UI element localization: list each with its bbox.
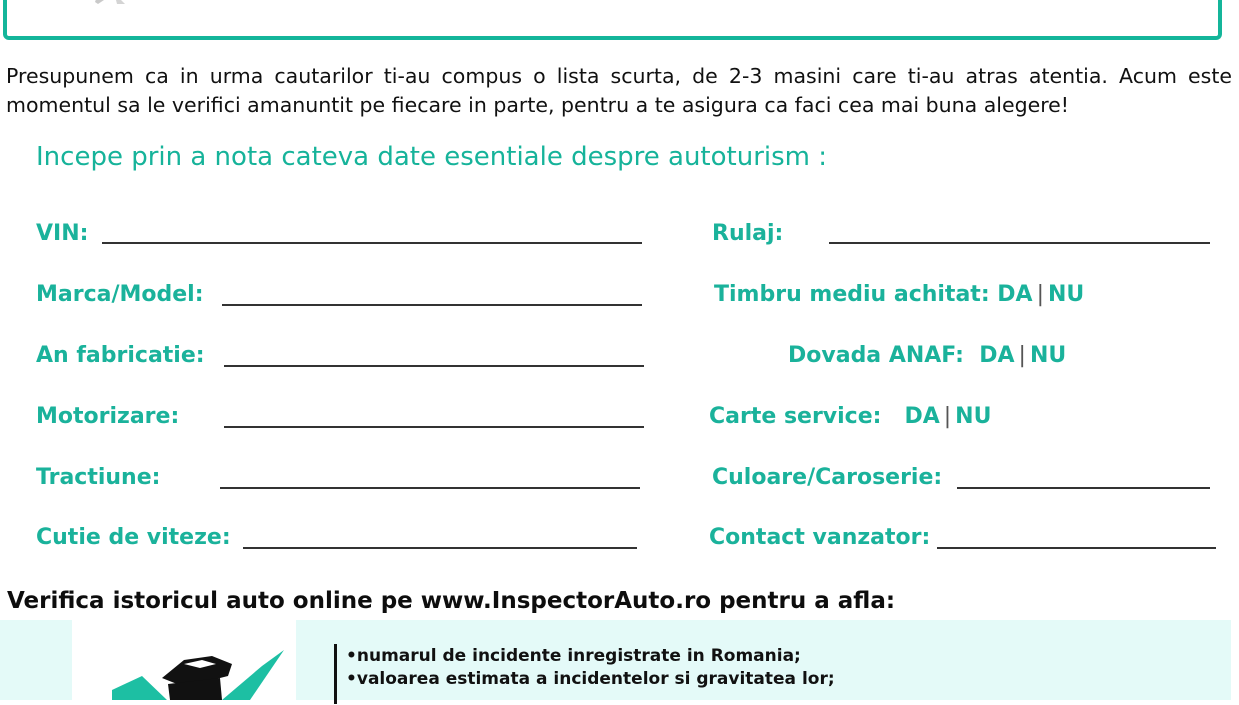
vin-label: VIN:: [36, 221, 89, 246]
contact-vanzator-field[interactable]: [937, 547, 1216, 549]
an-fabricatie-label: An fabricatie:: [36, 343, 205, 368]
an-fabricatie-field[interactable]: [224, 365, 644, 367]
vin-field[interactable]: [102, 242, 642, 244]
mascot-icon: [95, 0, 143, 8]
carte-service-sep: |: [943, 404, 952, 429]
cutie-viteze-label: Cutie de viteze:: [36, 525, 231, 550]
list-item: • valoarea estimata a incidentelor si gravitatea lor;: [346, 668, 835, 691]
rulaj-label: Rulaj:: [712, 221, 784, 246]
timbru-mediu-text: Timbru mediu achitat:: [714, 282, 990, 307]
timbru-mediu-label: [714, 282, 1084, 308]
form-subheading: Incepe prin a nota cateva date esentiale despre autoturism :: [36, 142, 828, 172]
history-title: Verifica istoricul auto online pe www.InspectorAuto.ro pentru a afla:: [7, 588, 896, 614]
intro-paragraph: Presupunem ca in urma cautarilor ti-au compus o lista scurta, de 2-3 masini care ti-au atras atentia. Acum este momentul sa le verifici amanuntit pe fiecare in parte, pentru a te asigura ca faci cea mai buna alegere!: [6, 64, 1232, 117]
marca-model-field[interactable]: [222, 304, 642, 306]
contact-vanzator-label: Contact vanzator:: [709, 525, 931, 550]
tractiune-label: Tractiune:: [36, 465, 161, 490]
timbru-mediu-da[interactable]: DA: [997, 282, 1033, 307]
car-check-icon: [72, 620, 296, 700]
timbru-mediu-nu[interactable]: NU: [1048, 282, 1085, 307]
timbru-mediu-sep: |: [1036, 282, 1045, 307]
rulaj-field[interactable]: [829, 242, 1210, 244]
history-list: [346, 645, 835, 691]
bullet-bar: [334, 644, 337, 704]
marca-model-label: Marca/Model:: [36, 282, 204, 307]
header-box: [3, 0, 1222, 40]
dovada-anaf-label: [788, 343, 1066, 369]
dovada-anaf-sep: |: [1018, 343, 1026, 368]
carte-service-nu[interactable]: NU: [955, 404, 992, 429]
dovada-anaf-da[interactable]: DA: [979, 343, 1015, 368]
list-item: • numarul de incidente inregistrate in Romania;: [346, 645, 835, 668]
dovada-anaf-text: Dovada ANAF:: [788, 343, 964, 368]
carte-service-da[interactable]: DA: [904, 404, 940, 429]
motorizare-field[interactable]: [224, 426, 644, 428]
cutie-viteze-field[interactable]: [243, 547, 637, 549]
culoare-caroserie-label: Culoare/Caroserie:: [712, 465, 943, 490]
motorizare-label: Motorizare:: [36, 404, 180, 429]
tractiune-field[interactable]: [220, 487, 640, 489]
carte-service-text: Carte service:: [709, 404, 882, 429]
carte-service-label: [709, 404, 991, 430]
dovada-anaf-nu[interactable]: NU: [1029, 343, 1067, 368]
logo-box: [72, 620, 296, 700]
culoare-caroserie-field[interactable]: [957, 487, 1210, 489]
